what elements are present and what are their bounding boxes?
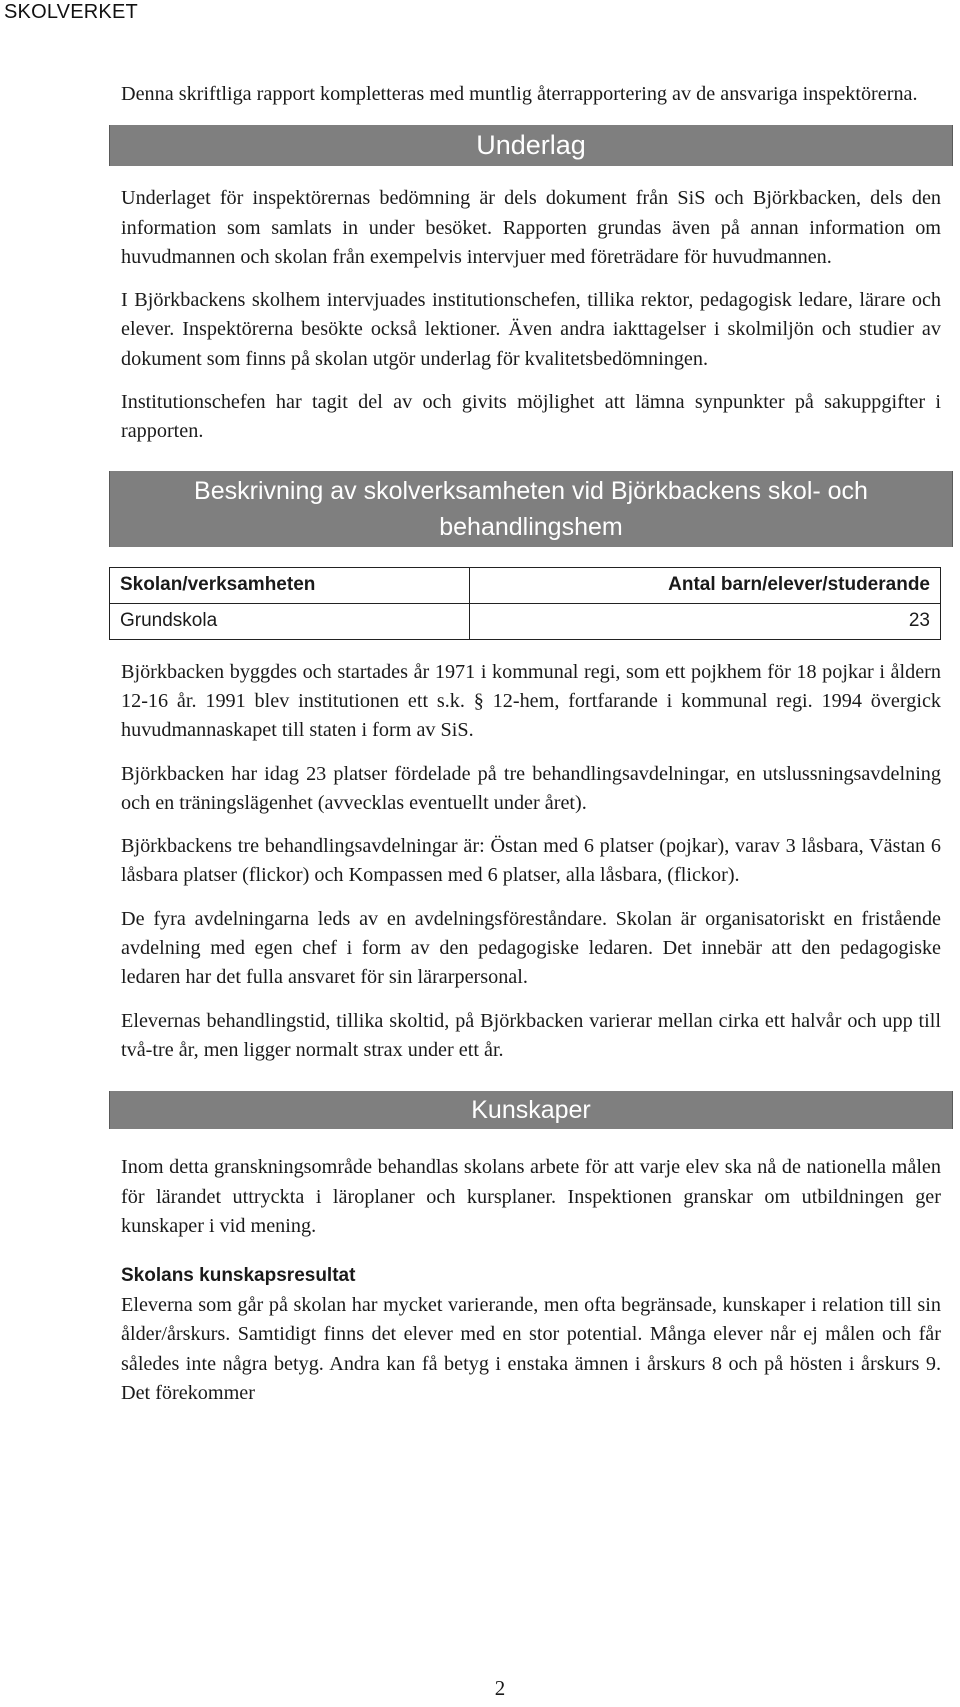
underlag-paragraph-2: I Björkbackens skolhem intervjuades institutionschefen, tillika rektor, pedagogisk ledare, lärare och elever. Inspektörerna besökte också lektioner. Även andra iakttagelser i skolmiljön och studier av dokument som finns på skolan utgör underlag för kvalitetsbedömningen. (121, 289, 941, 370)
table-cell-school: Grundskola (110, 603, 470, 639)
section-heading-underlag: Underlag (109, 125, 953, 166)
table-cell-count: 23 (470, 603, 941, 639)
kunskaper-paragraph-1: Inom detta granskningsområde behandlas skolans arbete för att varje elev ska nå de nationella målen för lärandet uttryckta i läroplaner och kursplaner. Inspektionen granskar om utbildningen ger kunskaper i vid mening. (121, 1156, 941, 1237)
table-header-school: Skolan/verksamheten (110, 567, 470, 603)
document-body (121, 80, 941, 1422)
section-heading-beskrivning: Beskrivning av skolverksamheten vid Björkbackens skol- och behandlingshem (109, 471, 953, 547)
kunskaper-paragraph-2: Eleverna som går på skolan har mycket varierande, men ofta begränsade, kunskaper i relation till sin ålder/årskurs. Samtidigt finns det elever med en stor potential. Många elever når ej målen och får således inte några betyg. Andra kan få betyg i enstaka ämnen i årskurs 8 och på hösten i årskurs 9. Det förekommer (121, 1294, 941, 1405)
underlag-paragraph-1: Underlaget för inspektörernas bedömning är dels dokument från SiS och Björkbacken, dels den information som samlats in under besöket. Rapporten grundas även på annan information om huvudmannen och skolan från exempelvis intervjuer med företrädare för huvudmannen. (121, 187, 941, 268)
school-info-table (109, 567, 941, 640)
beskrivning-paragraph-1: Björkbacken byggdes och startades år 1971 i kommunal regi, som ett pojkhem för 18 pojkar i åldern 12-16 år. 1991 blev institutionen ett s.k. § 12-hem, fortfarande i kommunal regi. 1994 övergick huvudmannaskapet till staten i form av SiS. (121, 660, 941, 742)
table-row (110, 603, 941, 639)
subheading-kunskapsresultat: Skolans kunskapsresultat (121, 1265, 356, 1287)
running-header: SKOLVERKET (4, 1, 138, 23)
beskrivning-paragraph-3: Björkbackens tre behandlingsavdelningar är: Östan med 6 platser (pojkar), varav 3 låsbara, Västan 6 låsbara platser (flickor) och Kompassen med 6 platser, alla låsbara, (flickor). (121, 835, 941, 887)
table-header-row (110, 567, 941, 603)
beskrivning-paragraph-5: Elevernas behandlingstid, tillika skoltid, på Björkbacken varierar mellan cirka ett halvår och upp till två-tre år, men ligger normalt strax under ett år. (121, 1009, 941, 1061)
section-heading-kunskaper: Kunskaper (109, 1091, 953, 1129)
intro-paragraph: Denna skriftliga rapport kompletteras med muntlig återrapportering av de ansvariga inspektörerna. (121, 83, 918, 105)
table-header-count: Antal barn/elever/studerande (470, 567, 941, 603)
beskrivning-paragraph-2: Björkbacken har idag 23 platser fördelade på tre behandlingsavdelningar, en utslussningsavdelning och en träningslägenhet (avvecklas eventuellt under året). (121, 762, 941, 814)
underlag-paragraph-3: Institutionschefen har tagit del av och givits möjlighet att lämna synpunkter på sakuppgifter i rapporten. (121, 391, 941, 443)
beskrivning-paragraph-4: De fyra avdelningarna leds av en avdelningsföreståndare. Skolan är organisatoriskt en fristående avdelning med egen chef i form av den pedagogiske ledaren. Det innebär att den pedagogiske ledaren har det fulla ansvaret för sin lärarpersonal. (121, 907, 941, 989)
page-number: 2 (494, 1676, 506, 1700)
